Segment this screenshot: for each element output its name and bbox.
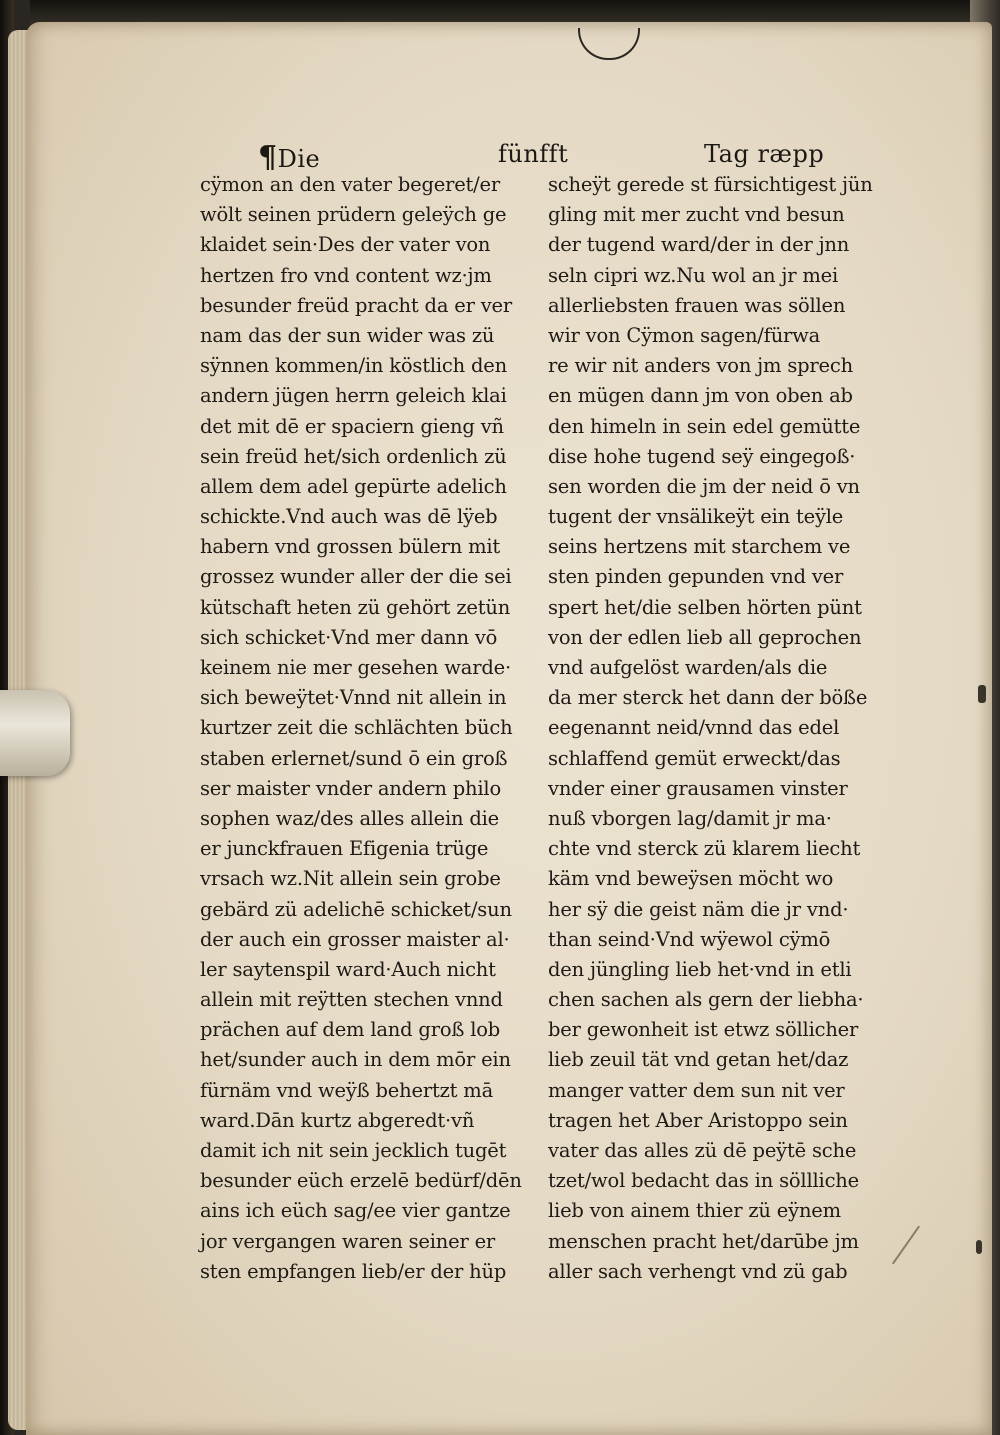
- text-line: tragen het Aber Aristoppo sein: [548, 1108, 848, 1132]
- text-line: manger vatter dem sun nit ver: [548, 1078, 845, 1102]
- text-column-left: [200, 170, 522, 1287]
- text-line: than seind·Vnd wÿewol cÿmō: [548, 927, 831, 951]
- text-line: hertzen fro vnd content wz·jm: [200, 263, 492, 287]
- text-line: det mit dē er spaciern gieng vñ: [200, 414, 504, 438]
- text-line: besunder freüd pracht da er ver: [200, 293, 512, 317]
- text-line: sÿnnen kommen/in köstlich den: [200, 354, 507, 378]
- text-line: vater das alles zü dē peÿtē sche: [548, 1139, 857, 1162]
- text-line: von der edlen lieb all geprochen: [548, 625, 862, 649]
- text-line: allem dem adel gepürte adelich: [200, 474, 507, 498]
- text-line: sich beweÿtet·Vnnd nit allein in: [200, 686, 507, 710]
- text-line: den himeln in sein edel gemütte: [548, 414, 861, 438]
- text-line: sen worden die jm der neid ō vn: [548, 474, 860, 498]
- text-line: her sÿ die geist näm die jr vnd·: [548, 897, 849, 921]
- text-line: der tugend ward/der in der jnn: [548, 233, 850, 257]
- text-line: der auch ein grosser maister al·: [200, 927, 510, 951]
- text-line: prächen auf dem land groß lob: [200, 1018, 501, 1042]
- text-line: kütschaft heten zü gehört zetün: [200, 595, 511, 619]
- text-line: re wir nit anders von jm sprech: [548, 354, 853, 378]
- text-line: het/sunder auch in dem mōr ein: [200, 1048, 511, 1072]
- pilcrow-icon: ¶: [258, 140, 278, 175]
- text-line: besunder eüch erzelē bedürf/dēn: [200, 1169, 522, 1193]
- text-line: cÿmon an den vater begeret/er: [200, 173, 501, 196]
- text-line: ward.Dān kurtz abgeredt·vñ: [200, 1108, 475, 1132]
- text-line: tzet/wol bedacht das in söllliche: [548, 1169, 859, 1193]
- text-line: lieb zeuil tät vnd getan het/daz: [548, 1048, 849, 1072]
- text-line: grossez wunder aller der die sei: [200, 565, 512, 589]
- text-line: da mer sterck het dann der böße: [548, 686, 868, 710]
- text-line: klaidet sein·Des der vater von: [200, 233, 491, 257]
- side-page-clip: [0, 690, 70, 776]
- text-line: vrsach wz.Nit allein sein grobe: [200, 867, 501, 891]
- text-line: ler saytenspil ward·Auch nicht: [200, 957, 496, 981]
- text-line: gebärd zü adelichē schicket/sun: [200, 897, 512, 921]
- text-line: sophen waz/des alles allein die: [200, 806, 500, 830]
- text-line: scheÿt gerede st fürsichtigest jün: [548, 173, 873, 196]
- text-line: spert het/die selben hörten pünt: [548, 595, 862, 619]
- text-line: jor vergangen waren seiner er: [200, 1229, 496, 1253]
- text-line: tugent der vnsälikeÿt ein teÿle: [548, 505, 844, 529]
- running-head-right: Tag ræpp: [704, 140, 825, 168]
- running-head-left-text: Die: [277, 145, 321, 173]
- text-line: sich schicket·Vnd mer dann vō: [200, 625, 498, 649]
- text-line: schickte.Vnd auch was dē lÿeb: [200, 505, 498, 529]
- text-line: sein freüd het/sich ordenlich zü: [200, 444, 507, 468]
- text-line: seins hertzens mit starchem ve: [548, 535, 851, 559]
- text-line: keinem nie mer gesehen warde·: [200, 656, 511, 679]
- text-line: dise hohe tugend seÿ eingegoß·: [548, 444, 856, 468]
- text-line: wir von Cÿmon sagen/fürwa: [548, 323, 821, 347]
- text-line: kurtzer zeit die schlächten büch: [200, 716, 513, 740]
- text-line: seln cipri wz.Nu wol an jr mei: [548, 263, 839, 287]
- text-column-right: [548, 170, 873, 1287]
- text-line: käm vnd beweÿsen möcht wo: [548, 867, 834, 891]
- text-line: damit ich nit sein jecklich tugēt: [200, 1139, 507, 1162]
- text-line: ser maister vnder andern philo: [200, 776, 501, 800]
- margin-mark: [976, 1240, 982, 1254]
- text-line: vnd aufgelöst warden/als die: [548, 656, 828, 679]
- text-line: nam das der sun wider was zü: [200, 323, 495, 347]
- running-head-center: fünfft: [498, 140, 569, 168]
- text-line: fürnäm vnd weÿß behertzt mā: [200, 1078, 494, 1102]
- text-line: schlaffend gemüt erweckt/das: [548, 746, 841, 770]
- text-line: eegenannt neid/vnnd das edel: [548, 716, 840, 740]
- text-line: gling mit mer zucht vnd besun: [548, 203, 845, 227]
- text-line: er junckfrauen Efigenia trüge: [200, 837, 489, 861]
- text-line: chte vnd sterck zü klarem liecht: [548, 837, 861, 861]
- text-line: ber gewonheit ist etwz söllicher: [548, 1018, 859, 1042]
- text-line: den jüngling lieb het·vnd in etli: [548, 957, 852, 981]
- text-line: nuß vborgen lag/damit jr ma·: [548, 806, 832, 830]
- text-line: sten pinden gepunden vnd ver: [548, 565, 844, 589]
- text-line: habern vnd grossen bülern mit: [200, 535, 501, 559]
- text-line: ains ich eüch sag/ee vier gantze: [200, 1199, 511, 1223]
- text-line: allerliebsten frauen was söllen: [548, 293, 846, 317]
- text-line: en mügen dann jm von oben ab: [548, 384, 853, 408]
- text-line: lieb von ainem thier zü eÿnem: [548, 1199, 841, 1223]
- text-line: wölt seinen prüdern geleÿch ge: [200, 203, 507, 227]
- text-line: staben erlernet/sund ō ein groß: [200, 746, 508, 770]
- text-line: vnder einer grausamen vinster: [548, 776, 848, 800]
- margin-mark: [978, 685, 986, 703]
- text-line: sten empfangen lieb/er der hüp: [200, 1259, 507, 1283]
- text-line: allein mit reÿtten stechen vnnd: [200, 988, 503, 1012]
- text-line: andern jügen herrn geleich klai: [200, 384, 507, 408]
- text-line: chen sachen als gern der liebha·: [548, 988, 864, 1012]
- text-line: aller sach verhengt vnd zü gab: [548, 1259, 848, 1283]
- text-line: menschen pracht het/darūbe jm: [548, 1229, 859, 1253]
